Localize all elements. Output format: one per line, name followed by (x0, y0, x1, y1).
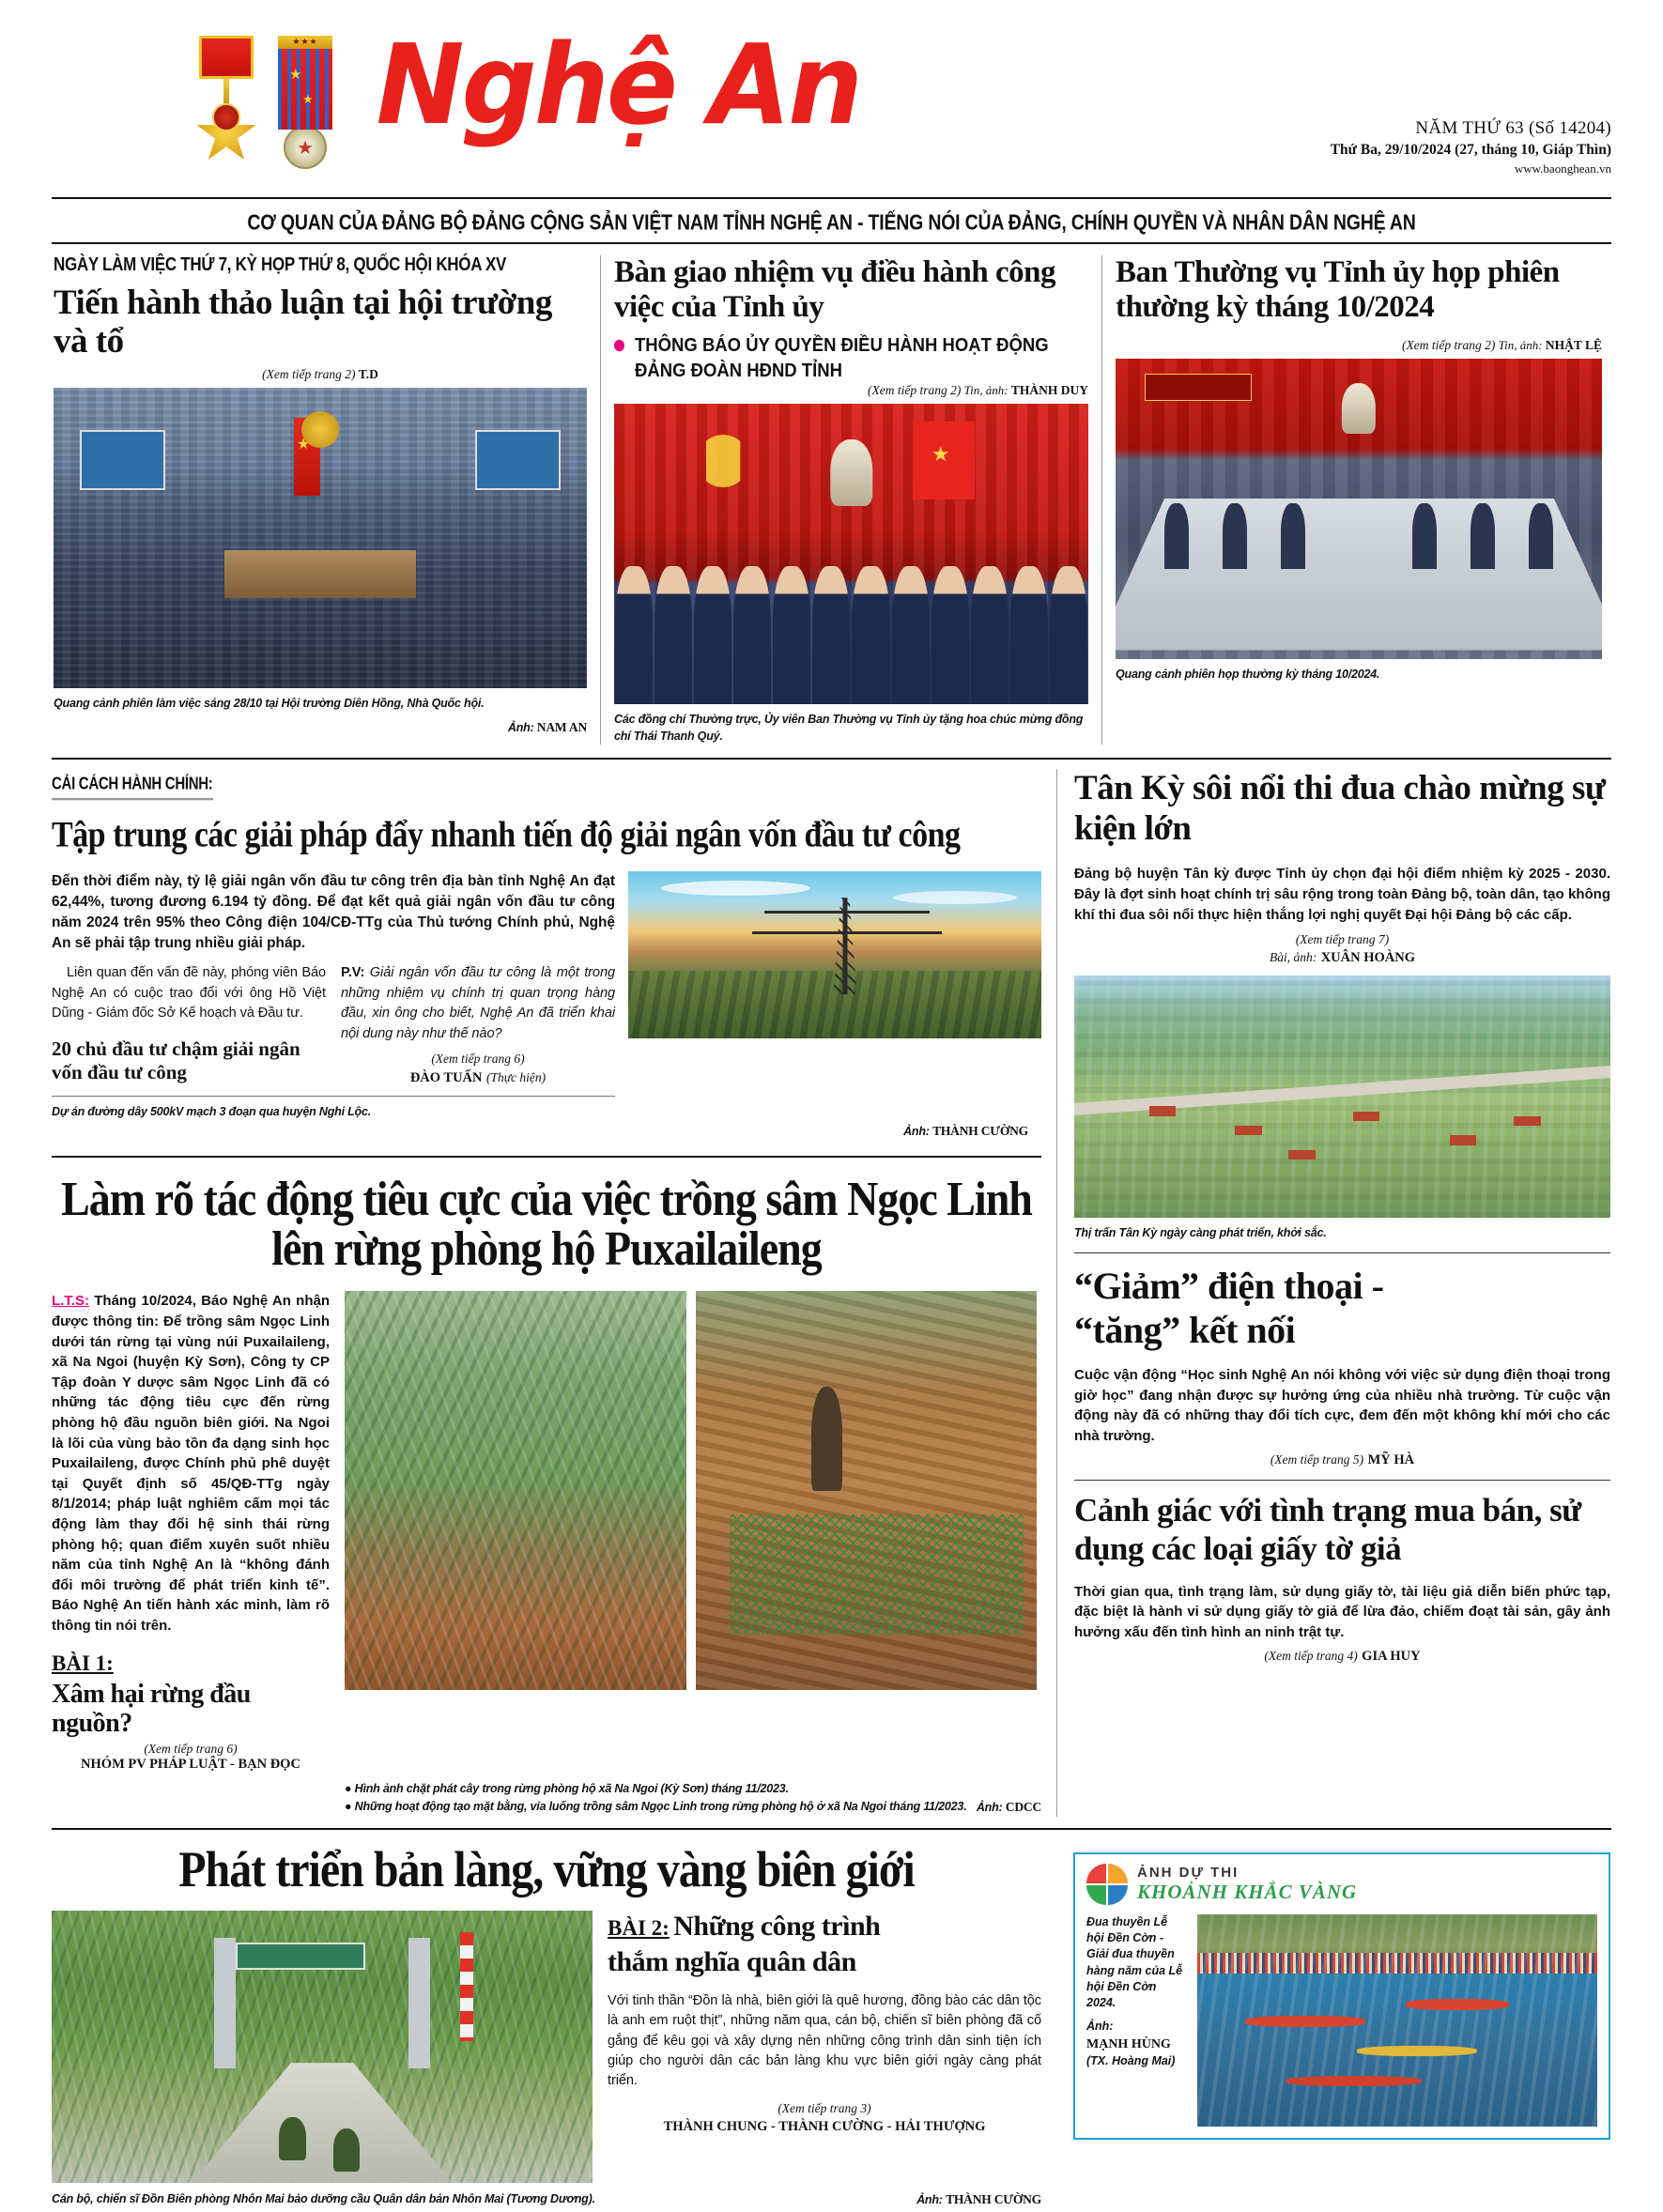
divider-right-2 (1074, 1480, 1610, 1481)
photo-caption: Quang cảnh phiên làm việc sáng 28/10 tại Hội trường Diên Hồng, Nhà Quốc hội. (54, 696, 485, 710)
article-photo-2 (696, 1291, 1038, 1690)
story-headline[interactable]: Bàn giao nhiệm vụ điều hành công việc của Tỉnh ủy (614, 255, 1055, 324)
article-byline: THÀNH CHUNG - THÀNH CƯỜNG - HẢI THƯỢNG (663, 2118, 986, 2134)
photo-contest-panel[interactable] (1056, 1841, 1610, 2208)
article-continuation: (Xem tiếp trang 4) (1264, 1649, 1358, 1664)
photo-caption: Cán bộ, chiến sĩ Đồn Biên phòng Nhôn Mai bảo dưỡng cầu Quân dân bản Nhôn Mai (Tương Dương). Ảnh: THÀNH CƯỜNG (52, 2191, 1041, 2206)
article-headline-line2[interactable]: lên rừng phòng hộ Puxailaileng (271, 1221, 822, 1276)
story-continuation: (Xem tiếp trang 2) Tin, ảnh: THÀNH DUY (868, 383, 1088, 397)
photo-caption-2: ● Những hoạt động tạo mặt bằng, vỉa luống trồng sâm Ngọc Linh trong rừng phòng hộ ở xã Na Ngoi tháng 11/2023. Ảnh: CDCC (345, 1800, 1041, 1815)
photo-caption: Quang cảnh phiên họp thường kỳ tháng 10/2024. (1116, 667, 1380, 681)
article-continuation: (Xem tiếp trang 6) (431, 1052, 525, 1067)
contest-header (1086, 1864, 1597, 1905)
article-photo (1074, 975, 1610, 1218)
issue-date: Thứ Ba, 29/10/2024 (27, tháng 10, Giáp Thìn) (1330, 142, 1611, 158)
photo-caption: Thị trấn Tân Kỳ ngày càng phát triển, khởi sắc. (1074, 1226, 1327, 1240)
series-label: BÀI 2: (608, 1915, 670, 1940)
article-subhead: 20 chủ đầu tư chậm giải ngân vốn đầu tư công (52, 1037, 300, 1083)
paper-tagline: CƠ QUAN CỦA ĐẢNG BỘ ĐẢNG CỘNG SẢN VIỆT NAM TỈNH NGHỆ AN - TIẾNG NÓI CỦA ĐẢNG, CHÍNH QUYỀN VÀ NHÂN DÂN NGHỆ AN (247, 210, 1416, 236)
article-byline: NHÓM PV PHÁP LUẬT - BẠN ĐỌC (81, 1757, 300, 1773)
contest-label: ẢNH DỰ THI (1137, 1864, 1240, 1881)
series-title-line1[interactable]: Những công trình (673, 1910, 881, 1942)
section-divider-3 (52, 1828, 1611, 1830)
contest-title: KHOẢNH KHẮC VÀNG (1137, 1880, 1358, 1903)
article-byline: ĐÀO TUẤN (409, 1070, 483, 1086)
article-phone-campaign[interactable] (1074, 1265, 1610, 1468)
photo-caption-1: ● Hình ảnh chặt phát cây trong rừng phòng hộ xã Na Ngoi (Kỳ Sơn) tháng 11/2023. (345, 1782, 789, 1796)
article-photo-credit: Ảnh: THÀNH CƯỜNG (903, 1124, 1028, 1139)
article-lead: Đến thời điểm này, tỷ lệ giải ngân vốn đầu tư công trên địa bàn tỉnh Nghệ An đạt 62,44%, tương đương 6.194 tỷ đồng. Để đạt kết quả giải ngân vốn đầu tư công năm 2024 trên 95% theo Công điện 104/CĐ-TTg của Thủ tướng Chính phủ, Nghệ An sẽ phải tập trung nhiều giải pháp. (52, 872, 615, 952)
paper-title: Nghệ An (376, 20, 861, 149)
article-photo-caption: Dự án đường dây 500kV mạch 3 đoạn qua huyện Nghi Lộc. (52, 1105, 372, 1119)
article-lead: Cuộc vận động “Học sinh Nghệ An nói không với việc sử dụng điện thoại trong giờ học” đang nhận được sự hưởng ứng của nhiều nhà trường. Từ cuộc vận động này đã có những thay đổi tích cực, đem đến một không khí mới cho các nhà trường. (1074, 1367, 1610, 1444)
series-label: BÀI 1: (52, 1651, 114, 1675)
article-ginseng-forest[interactable] (52, 1171, 1041, 1816)
article-headline-line1[interactable]: Làm rõ tác động tiêu cực của việc trồng sâm Ngọc Linh (61, 1171, 1032, 1226)
lts-body: Tháng 10/2024, Báo Nghệ An nhận được thông tin: Để trồng sâm Ngọc Linh dưới tán rừng tại vùng núi Puxailaileng, xã Na Ngoi (huyện Kỳ Sơn), Công ty CP Tập đoàn Y dược sâm Ngọc Linh đã có những tác động tiêu cực đến rừng phòng hộ đầu nguồn biên giới. Na Ngoi là lõi của vùng bảo tồn đa dạng sinh học Puxailaileng, được Chính phủ phê duyệt tại Quyết định số 45/QĐ-TTg ngày 8/1/2014; pháp luật nghiêm cấm mọi tác động làm thay đổi hệ sinh thái rừng phòng hộ; quan điểm xuyên suốt nhiều năm của tỉnh Nghệ An là “không đánh đổi môi trường để phát triển kinh tế”. Báo Nghệ An tiến hành xác minh, làm rõ thông tin nói trên. (52, 1293, 331, 1634)
pinwheel-logo-icon (1086, 1864, 1128, 1905)
article-kicker: CẢI CÁCH HÀNH CHÍNH: (52, 775, 213, 801)
article-paragraph: Liên quan đến vấn đề này, phóng viên Báo Nghệ An có cuộc trao đổi với ông Hồ Việt Dũng - Giám đốc Sở Kế hoạch và Đầu tư. (52, 965, 326, 1022)
independence-medal-icon: ★★★ ★ ★ ★ (271, 36, 339, 177)
article-lead: Đảng bộ huyện Tân kỳ được Tỉnh ủy chọn đại hội điểm nhiệm kỳ 2025 - 2030. Đây là đợt sinh hoạt chính trị sâu rộng trong toàn Đảng bộ, toàn dân, tạo không khí thi đua sôi nổi thực hiện thắng lợi nghị quyết Đại hội Đảng bộ các cấp. (1074, 866, 1610, 923)
section-divider-2 (52, 1156, 1041, 1158)
article-photo (52, 1911, 593, 2183)
story-photo (1116, 359, 1602, 659)
article-photo (628, 871, 1041, 1038)
article-byline: MỸ HÀ (1367, 1452, 1415, 1468)
story-kicker: NGÀY LÀM VIỆC THỨ 7, KỲ HỌP THỨ 8, QUỐC HỘI KHÓA XV (54, 253, 507, 275)
series-title-line2[interactable]: thắm nghĩa quân dân (608, 1945, 856, 1977)
article-byline: XUÂN HOÀNG (1320, 950, 1415, 966)
contest-photo (1197, 1914, 1597, 2127)
masthead-issue-info (1331, 118, 1611, 177)
issue-number: NĂM THỨ 63 (Số 14204) (1415, 118, 1611, 138)
series-title[interactable]: Xâm hại rừng đầu nguồn? (52, 1679, 251, 1738)
story-photo (54, 388, 587, 688)
article-text-block: Đến thời điểm này, tỷ lệ giải ngân vốn đầu tư công trên địa bàn tỉnh Nghệ An đạt 62,44%, tương đương 6.194 tỷ đồng. Để đạt kết quả giải ngân vốn đầu tư công năm 2024 trên 95% theo Công điện 104/CĐ-TTg của Thủ tướng Chính phủ, Nghệ An sẽ phải tập trung nhiều giải pháp. Liên quan đến vấn đề này, phóng viên Báo Nghệ An có cuộc trao đổi với ông Hồ Việt Dũng - Giám đốc Sở Kế hoạch và Đầu tư. 20 chủ đầu tư chậm giải ngân vốn đầu tư công P.V: Giải ngân vốn đầu tư công là một trong những nhiệm vụ chính trị quan trọng hàng đầu, xin ông cho biết, Nghệ An đã triển khai nội dung này như thế nào? (Xem tiếp trang 6) ĐÀO TUẤN (Thực hiện) (52, 872, 615, 1086)
left-column (52, 769, 1056, 1817)
article-headline[interactable]: Phát triển bản làng, vững vàng biên giới (178, 1842, 915, 1898)
article-lts-block (52, 1291, 330, 1773)
story-continuation: (Xem tiếp trang 2) Tin, ảnh: NHẬT LỆ (1402, 337, 1602, 352)
masthead (52, 19, 1611, 197)
section-divider-1 (52, 758, 1611, 760)
article-photo-captions (345, 1780, 1041, 1815)
story-party-handover[interactable] (600, 255, 1101, 745)
article-photo-1 (345, 1291, 686, 1690)
article-headline[interactable]: Tân Kỳ sôi nổi thi đua chào mừng sự kiện lớn (1074, 769, 1606, 848)
story-standing-committee[interactable] (1101, 255, 1604, 745)
right-column (1056, 769, 1610, 1817)
article-headline-line1[interactable]: “Giảm” điện thoại - (1074, 1265, 1384, 1308)
story-headline[interactable]: Tiến hành thảo luận tại hội trường và tổ (54, 284, 552, 361)
contest-content (1086, 1914, 1597, 2127)
article-text-block (608, 1911, 1041, 2183)
story-continuation: (Xem tiếp trang 2) T.D (262, 366, 378, 381)
website-url[interactable]: www.baonghean.vn (1514, 161, 1611, 176)
article-headline[interactable]: Cảnh giác với tình trạng mua bán, sử dụng các loại giấy tờ giả (1074, 1492, 1581, 1567)
article-interview-question: P.V: Giải ngân vốn đầu tư công là một trong những nhiệm vụ chính trị quan trọng hàng đầu, xin ông cho biết, Nghệ An đã triển khai nội dung này như thế nào? (341, 965, 615, 1041)
article-byline: GIA HUY (1362, 1649, 1421, 1665)
article-public-investment[interactable] (52, 769, 1041, 1141)
story-headline[interactable]: Ban Thường vụ Tỉnh ủy họp phiên thường kỳ tháng 10/2024 (1116, 255, 1560, 324)
article-continuation: (Xem tiếp trang 5) (1270, 1452, 1364, 1467)
article-headline-line2[interactable]: “tăng” kết nối (1074, 1308, 1296, 1351)
ho-chi-minh-medal-icon (192, 36, 260, 158)
article-border-villages[interactable] (52, 1841, 1056, 2208)
contest-box[interactable] (1073, 1852, 1610, 2140)
photo-caption: Các đồng chí Thường trực, Ủy viên Ban Thường vụ Tỉnh ủy tặng hoa chúc mừng đồng chí Thái Thanh Quý. (614, 713, 1084, 744)
article-continuation: (Xem tiếp trang 6) (144, 1742, 238, 1757)
story-national-assembly[interactable] (52, 255, 600, 745)
top-stories-row (52, 244, 1611, 745)
story-subheadline[interactable]: THÔNG BÁO ỦY QUYỀN ĐIỀU HÀNH HOẠT ĐỘNG ĐẢNG ĐOÀN HĐND TỈNH (614, 332, 1088, 383)
medal-emblems (192, 19, 339, 177)
article-continuation: (Xem tiếp trang 3) (778, 2100, 871, 2115)
bottom-section (52, 1841, 1611, 2208)
contest-caption: Đua thuyền Lễ hội Đền Cờn - Giải đua thuyền hàng năm của Lễ hội Đền Cờn 2024. Ảnh: MẠNH HÙNG (TX. Hoàng Mai) (1086, 1914, 1183, 2068)
article-fake-documents[interactable] (1074, 1492, 1610, 1665)
divider-right-1 (1074, 1252, 1610, 1253)
article-headline[interactable]: Tập trung các giải pháp đẩy nhanh tiến độ giải ngân vốn đầu tư công (52, 815, 961, 856)
middle-section (52, 769, 1611, 1817)
article-continuation: (Xem tiếp trang 7) (1295, 932, 1390, 947)
lts-label: L.T.S: (52, 1293, 89, 1310)
article-tan-ky[interactable]: Tân Kỳ sôi nổi thi đua chào mừng sự kiện lớn Đảng bộ huyện Tân kỳ được Tỉnh ủy chọn đại hội điểm nhiệm kỳ 2025 - 2030. Đây là đợt sinh hoạt chính trị sâu rộng trong toàn Đảng bộ, toàn dân, tạo không khí thi đua sôi nổi thực hiện thắng lợi nghị quyết Đại hội Đảng bộ các cấp. (Xem tiếp trang 7) Bài, ảnh: XUÂN HOÀNG Thị trấn Tân Kỳ ngày càng phát triển, khởi sắc. (1074, 769, 1610, 1241)
story-photo (614, 404, 1088, 704)
photo-credit: Ảnh: NAM AN (507, 720, 587, 734)
article-lead: Với tinh thần “Đồn là nhà, biên giới là quê hương, đồng bào các dân tộc là anh em ruột thịt”, những năm qua, cán bộ, chiến sĩ biên phòng đã cố gắng để kêu gọi và xây dựng nên những công trình dân sinh tiện ích giúp cho người dân các bản làng khu vực biên giới ngày càng phát triển. (608, 1992, 1041, 2089)
article-lead: Thời gian qua, tình trạng làm, sử dụng giấy tờ, tài liệu giả diễn biến phức tạp, đặc biệt là hành vi sử dụng giấy tờ giả để lừa đảo, chiếm đoạt tài sản, gây ảnh hưởng xấu đến tình hình an ninh trật tự. (1074, 1583, 1610, 1640)
